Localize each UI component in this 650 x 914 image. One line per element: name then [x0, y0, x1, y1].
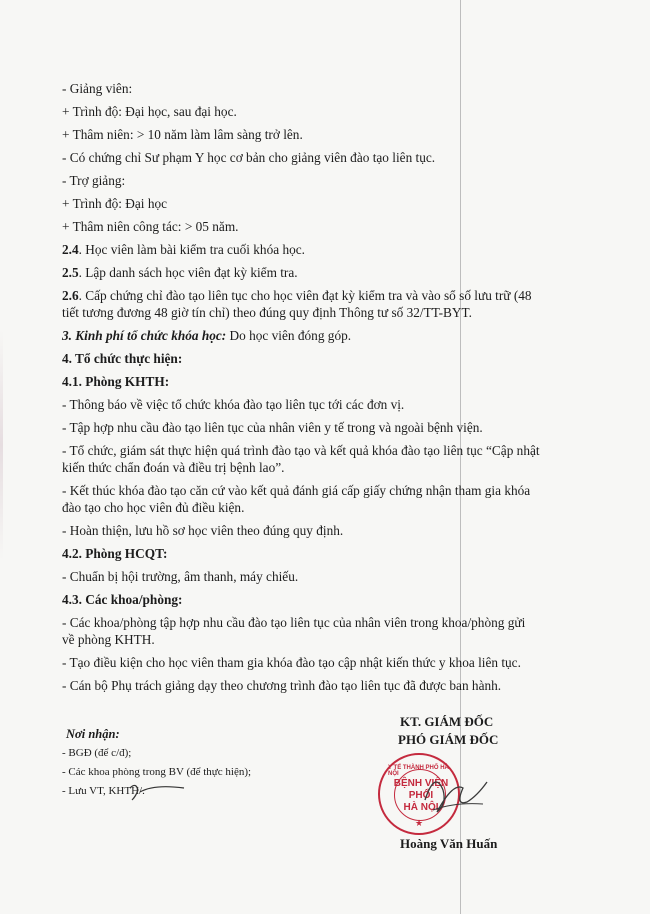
stamp-ring-text: Y TẾ THÀNH PHỐ HÀ NỘI [388, 765, 449, 777]
star-icon: ★ [415, 818, 424, 828]
body-line: + Trình độ: Đại học, sau đại học. [62, 104, 237, 119]
section-4-heading: 4. Tổ chức thực hiện: [62, 351, 183, 366]
section-4-1-heading: 4.1. Phòng KHTH: [62, 374, 170, 389]
section-3 [62, 328, 351, 344]
signer-name: Hoàng Văn Huấn [400, 836, 498, 851]
section-line: - Tạo điều kiện cho học viên tham gia khóa đào tạo cập nhật kiến thức y khoa liên tục. [62, 655, 521, 670]
stamp-line-2: PHỔI [408, 790, 434, 801]
section-line: - Chuẩn bị hội trường, âm thanh, máy chiếu. [62, 569, 299, 584]
recipient-item: - Các khoa phòng trong BV (để thực hiện); [62, 766, 252, 778]
stamp-line-1: BỆNH VIỆN [393, 778, 449, 789]
recipient-item: - BGĐ (để c/đ); [62, 747, 132, 759]
section-4-3-heading: 4.3. Các khoa/phòng: [62, 592, 183, 607]
section-line: - Kết thúc khóa đào tạo căn cứ vào kết quả đánh giá cấp giấy chứng nhận tham gia khóa [62, 483, 531, 498]
signature-title-1: KT. GIÁM ĐỐC [400, 714, 494, 729]
item-2-6 [62, 288, 532, 304]
section-4-2-heading: 4.2. Phòng HCQT: [62, 546, 168, 561]
item-text: . Cấp chứng chỉ đào tạo liên tục cho học viên đạt kỳ kiểm tra và vào sổ số lưu trữ (48 [78, 288, 532, 303]
handwritten-signature [415, 760, 495, 830]
section-heading: 3. Kinh phí tổ chức khóa học: [62, 328, 227, 343]
section-line: về phòng KHTH. [62, 632, 155, 647]
section-line: - Tổ chức, giám sát thực hiện quá trình đào tạo và kết quả khóa đào tạo liên tục “Cập nhật [62, 443, 540, 458]
item-2-5 [62, 265, 298, 281]
section-line: đào tạo cho học viên đủ điều kiện. [62, 500, 245, 515]
section-line: - Thông báo về việc tổ chức khóa đào tạo liên tục tới các đơn vị. [62, 397, 405, 412]
section-line: - Hoàn thiện, lưu hồ sơ học viên theo đúng quy định. [62, 523, 344, 538]
section-line: - Tập hợp nhu cầu đào tạo liên tục của nhân viên y tế trong và ngoài bệnh viện. [62, 420, 483, 435]
section-line: - Các khoa/phòng tập hợp nhu cầu đào tạo liên tục của nhân viên trong khoa/phòng gửi [62, 615, 526, 630]
item-number: 2.5 [62, 265, 79, 280]
body-line: + Thâm niên công tác: > 05 năm. [62, 219, 239, 234]
item-number: 2.6 [62, 288, 79, 303]
stamp-line-3: HÀ NỘI [403, 802, 439, 813]
initial-mark [128, 780, 188, 802]
body-line: - Trợ giảng: [62, 173, 126, 188]
section-line: kiến thức chẩn đoán và điều trị bệnh lao”. [62, 460, 285, 475]
item-text: . Học viên làm bài kiểm tra cuối khóa học. [78, 242, 305, 257]
recipients-heading: Nơi nhận: [66, 727, 120, 741]
section-line: - Cán bộ Phụ trách giảng dạy theo chương trình đào tạo liên tục đã được ban hành. [62, 678, 502, 693]
body-line: - Giảng viên: [62, 81, 133, 96]
item-text: . Lập danh sách học viên đạt kỳ kiểm tra. [78, 265, 298, 280]
signature-title-2: PHÓ GIÁM ĐỐC [398, 732, 499, 747]
recipient-item: - Lưu VT, KHTH/. [62, 785, 145, 797]
section-text: Do học viên đóng góp. [226, 328, 352, 343]
body-line: + Thâm niên: > 10 năm làm lâm sàng trở lên. [62, 127, 303, 142]
item-2-4 [62, 242, 305, 258]
body-line: + Trình độ: Đại học [62, 196, 168, 211]
page-edge-mark [0, 330, 3, 560]
item-2-6-cont: tiết tương đương 48 giờ tín chỉ) theo đúng quy định Thông tư số 32/TT-BYT. [62, 305, 472, 320]
item-number: 2.4 [62, 242, 79, 257]
body-line: - Có chứng chỉ Sư phạm Y học cơ bản cho giảng viên đào tạo liên tục. [62, 150, 436, 165]
